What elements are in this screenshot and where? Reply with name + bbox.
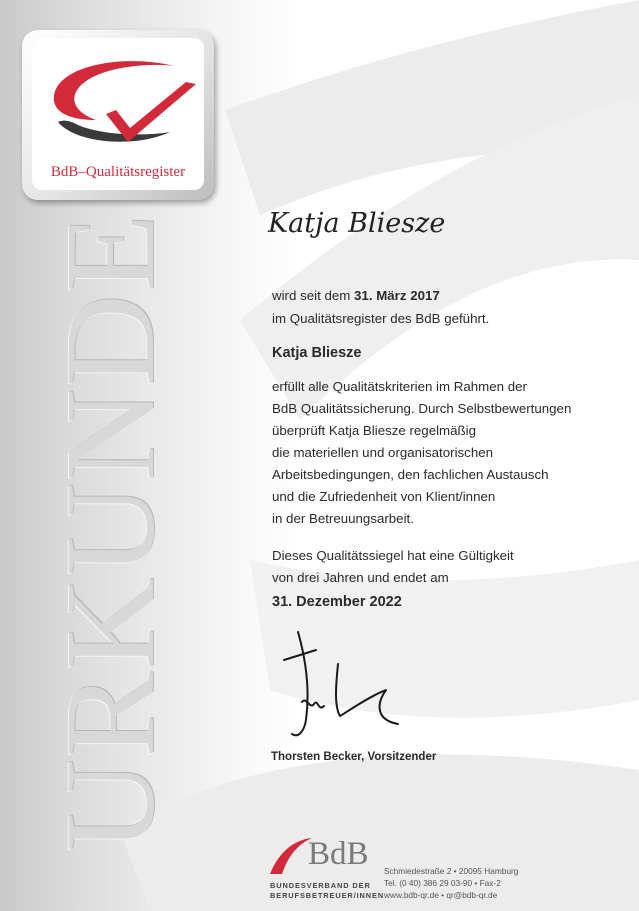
register-line: im Qualitätsregister des BdB geführt. — [272, 311, 490, 326]
bdb-logo-text: BdB — [308, 836, 369, 872]
paragraph-line: Arbeitsbedingungen, den fachlichen Austausch — [272, 467, 549, 482]
validity-line: Dieses Qualitätssiegel hat eine Gültigkeit — [272, 548, 514, 563]
expiry-date: 31. Dezember 2022 — [272, 594, 402, 610]
since-date: 31. März 2017 — [354, 288, 440, 303]
qualitaetsregister-logo — [22, 30, 214, 200]
recipient-signature-name: Katja Bliesze — [268, 208, 446, 239]
validity-line: von drei Jahren und endet am — [272, 570, 449, 585]
recipient-name-heading: Katja Bliesze — [272, 345, 362, 361]
web-email-line: www.bdb-qr.de • qr@bdb-qr.de — [384, 890, 498, 900]
signer-name-title: Thorsten Becker, Vorsitzender — [271, 751, 437, 763]
logo-inner-panel — [32, 38, 204, 190]
paragraph-line: erfüllt alle Qualitätskriterien im Rahmen der — [272, 379, 527, 394]
vertical-title-urkunde: URKUNDE — [39, 212, 181, 852]
organization-name-line1: BUNDESVERBAND DER — [270, 881, 371, 890]
since-line — [272, 288, 440, 303]
phone-line: Tel. (0 40) 386 29 03-90 • Fax-2 — [384, 878, 501, 888]
paragraph-line: und die Zufriedenheit von Klient/innen — [272, 489, 496, 504]
paragraph-line: überprüft Katja Bliesze regelmäßig — [272, 423, 476, 438]
checkmark-swoosh-icon — [36, 44, 200, 162]
logo-caption: BdB–Qualitätsregister — [50, 164, 186, 180]
handwritten-signature — [276, 620, 426, 750]
organization-name-line2: BERUFSBETREUER/INNEN — [270, 891, 385, 900]
paragraph-line: die materiellen und organisatorischen — [272, 445, 494, 460]
paragraph-line: in der Betreuungsarbeit. — [272, 511, 414, 526]
paragraph-line: BdB Qualitätssicherung. Durch Selbstbewertungen — [272, 401, 572, 416]
bdb-logo — [268, 834, 378, 888]
address-line: Schmiedestraße 2 • 20095 Hamburg — [384, 866, 519, 876]
since-prefix: wird seit dem — [272, 288, 355, 303]
